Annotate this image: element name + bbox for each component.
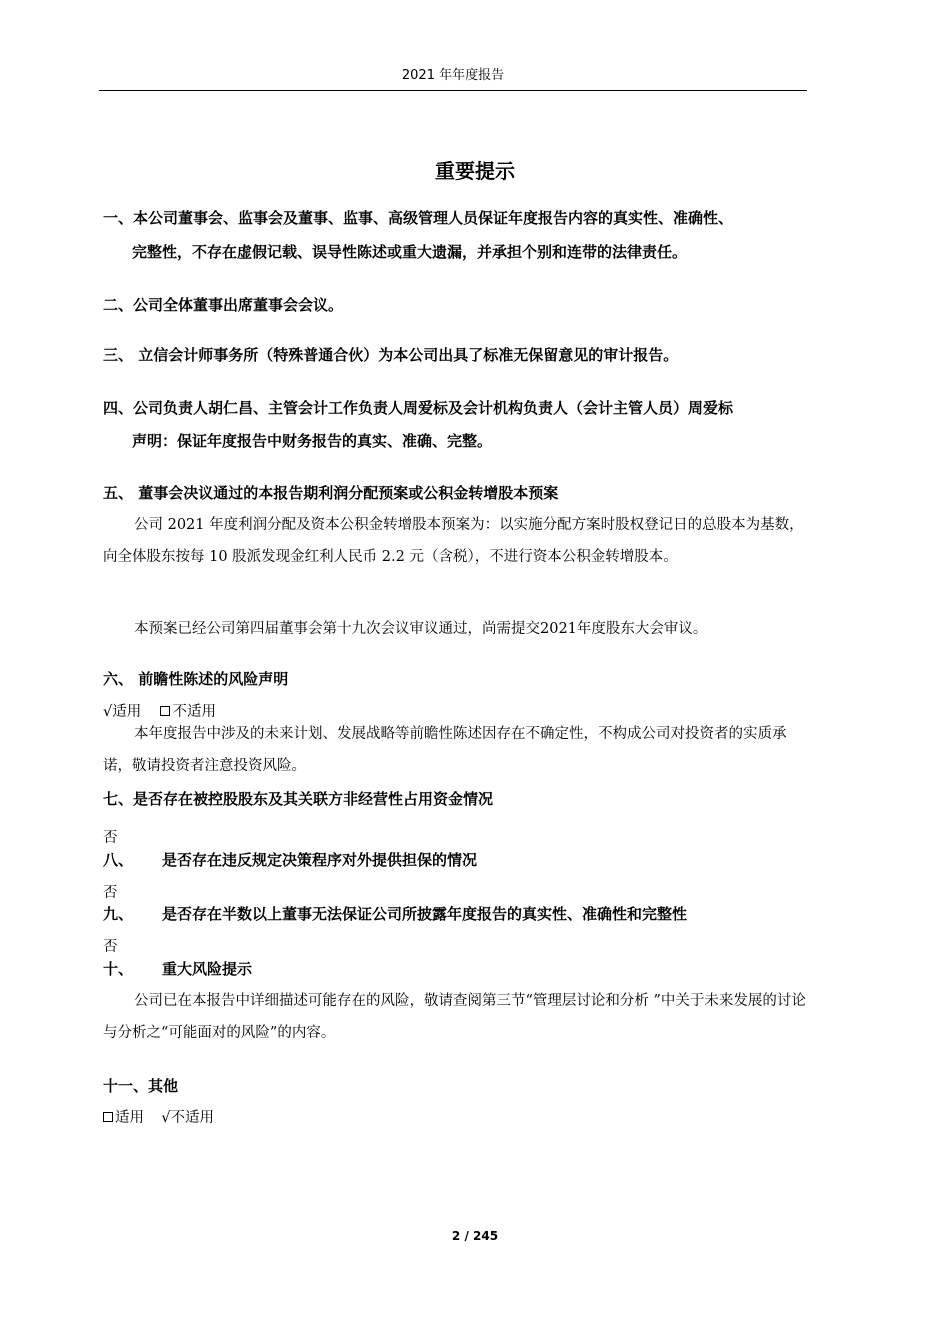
- applicable-checked: √适用: [103, 704, 142, 720]
- checkbox-icon: [103, 1112, 113, 1122]
- item-three: 三、 立信会计师事务所（特殊普通合伙）为本公司出具了标准无保留意见的审计报告。: [103, 346, 679, 364]
- header-title: 2021 年年度报告: [401, 68, 505, 83]
- item-two: 二、公司全体董事出席董事会会议。: [103, 296, 344, 314]
- applicable-label: 适用: [115, 1110, 144, 1126]
- item-eight-text: 是否存在违反规定决策程序对外提供担保的情况: [162, 851, 478, 869]
- item-nine-text: 是否存在半数以上董事无法保证公司所披露年度报告的真实性、准确性和完整性: [162, 905, 688, 923]
- item-nine-heading: [103, 898, 687, 930]
- page-title: 重要提示: [435, 159, 515, 183]
- item-eleven-heading: 十一、其他: [103, 1077, 179, 1095]
- item-eight-heading: [103, 844, 477, 876]
- item-nine-num: 九、: [103, 905, 134, 923]
- item-four-line2: 声明：保证年度报告中财务报告的真实、准确、完整。: [132, 432, 493, 450]
- page-number: 2 / 245: [451, 1229, 499, 1243]
- not-applicable-label: 不适用: [172, 704, 216, 720]
- item-five-para2: 本预案已经公司第四届董事会第十九次会议审议通过，尚需提交2021年度股东大会审议。: [134, 621, 708, 637]
- item-eight-answer: 否: [103, 885, 118, 901]
- item-ten-num: 十、: [103, 960, 134, 978]
- item-seven-answer: 否: [103, 830, 118, 846]
- not-applicable-checked: √不适用: [161, 1110, 214, 1126]
- item-ten-text: 重大风险提示: [162, 960, 253, 978]
- item-five-heading: 五、 董事会决议通过的本报告期利润分配预案或公积金转增股本预案: [103, 484, 559, 502]
- item-ten-para: 公司已在本报告中详细描述可能存在的风险，敬请查阅第三节“管理层讨论和分析 ”中关于未来发展的讨论与分析之“可能面对的风险”的内容。: [103, 993, 806, 1041]
- item-nine-answer: 否: [103, 939, 118, 955]
- item-five-para1: 公司 2021 年度利润分配及资本公积金转增股本预案为：以实施分配方案时股权登记日的总股本为基数，向全体股东按每 10 股派发现金红利人民币 2.2 元（含税），不进行资本公积金转增股本。: [103, 517, 804, 565]
- item-one-line1: 一、本公司董事会、监事会及董事、监事、高级管理人员保证年度报告内容的真实性、准确性、: [103, 209, 734, 227]
- item-eight-num: 八、: [103, 851, 134, 869]
- item-ten-heading: [103, 953, 252, 985]
- page-header: [99, 66, 807, 91]
- item-one-line2: 完整性，不存在虚假记载、误导性陈述或重大遗漏，并承担个别和连带的法律责任。: [132, 243, 688, 261]
- item-six-heading: 六、 前瞻性陈述的风险声明: [103, 670, 289, 688]
- item-seven-heading: 七、是否存在被控股股东及其关联方非经营性占用资金情况: [103, 790, 494, 808]
- item-four-line1: 四、公司负责人胡仁昌、主管会计工作负责人周爱标及会计机构负责人（会计主管人员）周爱标: [103, 399, 734, 417]
- checkbox-icon: [160, 706, 170, 716]
- item-six-para: 本年度报告中涉及的未来计划、发展战略等前瞻性陈述因存在不确定性，不构成公司对投资者的实质承诺，敬请投资者注意投资风险。: [103, 726, 787, 774]
- item-eleven-options: [103, 1106, 214, 1130]
